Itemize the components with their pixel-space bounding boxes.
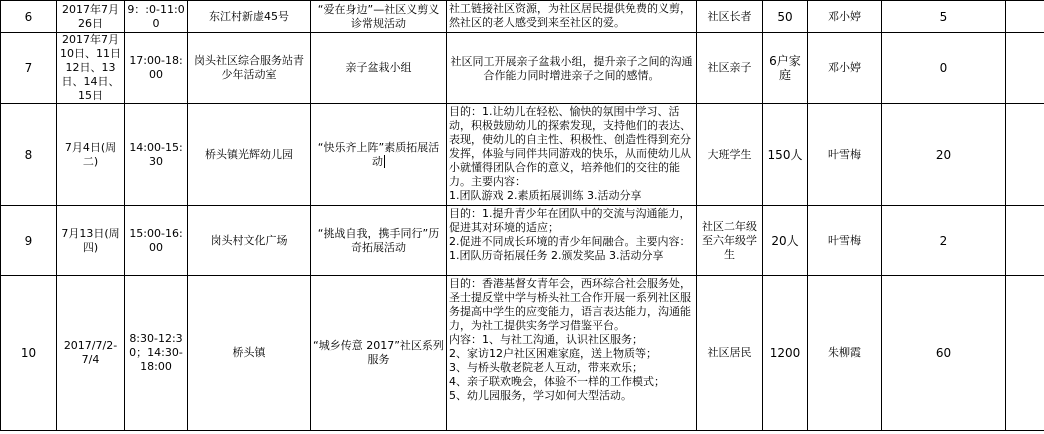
cell-participant-count[interactable]: 6户家庭	[763, 33, 808, 104]
cell-venue[interactable]: 岗头社区综合服务站青少年活动室	[188, 33, 311, 104]
cell-activity-name[interactable]: “爱在身边”—社区义剪义诊常规活动	[311, 1, 447, 33]
cell-activity-name[interactable]: “快乐齐上阵”素质拓展活动	[311, 104, 447, 206]
cell-staff[interactable]: 邓小婷	[808, 33, 882, 104]
cell-participant-count[interactable]: 20人	[763, 206, 808, 276]
cell-staff[interactable]: 叶雪梅	[808, 104, 882, 206]
cell-volunteer-count[interactable]: 20	[882, 104, 1006, 206]
cell-activity-content[interactable]: 目的：1.让幼儿在轻松、愉快的氛围中学习、活动，积极鼓励幼儿的探索发现，支持他们的表达、表现，使幼儿的自主性、积极性、创造性得到充分发挥，体验与同伴共同游戏的快乐，从而使幼儿从小就懂得团队合作的意义，培养他们的交往的能力。主要内容： 1.团队游戏 2.素质拓展训练 3.活动分享	[447, 104, 697, 206]
cell-row-number[interactable]: 10	[1, 276, 57, 431]
text-cursor	[384, 155, 385, 168]
cell-empty[interactable]	[1006, 1, 1044, 33]
cell-row-number[interactable]: 6	[1, 1, 57, 33]
cell-date[interactable]: 2017年7月10日、11日12日、13日、14日、15日	[57, 33, 125, 104]
cell-row-number[interactable]: 7	[1, 33, 57, 104]
cell-activity-content[interactable]: 目的：1.提升青少年在团队中的交流与沟通能力，促进其对环境的适应； 2.促进不同成长环境的青少年间融合。主要内容：1.团队历奇拓展任务 2.颁发奖品 3.活动分享	[447, 206, 697, 276]
cell-staff[interactable]: 朱柳霞	[808, 276, 882, 431]
cell-target-group[interactable]: 社区二年级至六年级学生	[697, 206, 763, 276]
cell-venue[interactable]: 东江村新虚45号	[188, 1, 311, 33]
cell-date[interactable]: 2017年7月26日	[57, 1, 125, 33]
cell-activity-content[interactable]: 社工链接社区资源，为社区居民提供免费的义剪，然社区的老人感受到来至社区的爱。	[447, 1, 697, 33]
cell-target-group[interactable]: 社区长者	[697, 1, 763, 33]
cell-empty[interactable]	[1006, 276, 1044, 431]
cell-date[interactable]: 7月13日(周四)	[57, 206, 125, 276]
cell-target-group[interactable]: 大班学生	[697, 104, 763, 206]
cell-activity-content[interactable]: 目的：香港基督女青年会，西环综合社会服务处，圣士提反堂中学与桥头社工合作开展一系列社区服务提高中学生的应变能力，语言表达能力，沟通能力，为社工提供实务学习借鉴平台。 内容：1、与社工沟通，认识社区服务； 2、家访12户社区困难家庭，送上物质等； 3、与桥头敬老院老人互动，带来欢乐； 4、亲子联欢晚会，体验不一样的工作模式； 5、幼儿园服务，学习如何大型活动。	[447, 276, 697, 431]
table-row	[1, 276, 1044, 431]
cell-empty[interactable]	[1006, 104, 1044, 206]
cell-empty[interactable]	[1006, 206, 1044, 276]
cell-time[interactable]: 9：:0-11:00	[125, 1, 188, 33]
cell-venue[interactable]: 桥头镇	[188, 276, 311, 431]
cell-activity-name[interactable]: “挑战自我，携手同行”历奇拓展活动	[311, 206, 447, 276]
cell-volunteer-count[interactable]: 5	[882, 1, 1006, 33]
cell-participant-count[interactable]: 150人	[763, 104, 808, 206]
cell-time[interactable]: 14:00-15:30	[125, 104, 188, 206]
cell-date[interactable]: 7月4日(周二)	[57, 104, 125, 206]
cell-volunteer-count[interactable]: 60	[882, 276, 1006, 431]
table-row	[1, 1, 1044, 33]
cell-empty[interactable]	[1006, 33, 1044, 104]
cell-volunteer-count[interactable]: 0	[882, 33, 1006, 104]
cell-staff[interactable]: 邓小婷	[808, 1, 882, 33]
cell-staff[interactable]: 叶雪梅	[808, 206, 882, 276]
cell-volunteer-count[interactable]: 2	[882, 206, 1006, 276]
cell-row-number[interactable]: 9	[1, 206, 57, 276]
cell-venue[interactable]: 桥头镇光辉幼儿园	[188, 104, 311, 206]
cell-target-group[interactable]: 社区居民	[697, 276, 763, 431]
cell-time[interactable]: 17:00-18:00	[125, 33, 188, 104]
cell-participant-count[interactable]: 1200	[763, 276, 808, 431]
cell-time[interactable]: 15:00-16:00	[125, 206, 188, 276]
cell-time[interactable]: 8:30-12:30；14:30-18:00	[125, 276, 188, 431]
table-row	[1, 33, 1044, 104]
cell-activity-name[interactable]: “城乡传意 2017”社区系列服务	[311, 276, 447, 431]
cell-target-group[interactable]: 社区亲子	[697, 33, 763, 104]
cell-activity-content[interactable]: 社区同工开展亲子盆栽小组，提升亲子之间的沟通合作能力同时增进亲子之间的感情。	[447, 33, 697, 104]
cell-participant-count[interactable]: 50	[763, 1, 808, 33]
table-body	[1, 1, 1044, 431]
cell-activity-name[interactable]: 亲子盆栽小组	[311, 33, 447, 104]
cell-row-number[interactable]: 8	[1, 104, 57, 206]
cell-date[interactable]: 2017/7/2-7/4	[57, 276, 125, 431]
table-row	[1, 104, 1044, 206]
table-row	[1, 206, 1044, 276]
cell-venue[interactable]: 岗头村文化广场	[188, 206, 311, 276]
